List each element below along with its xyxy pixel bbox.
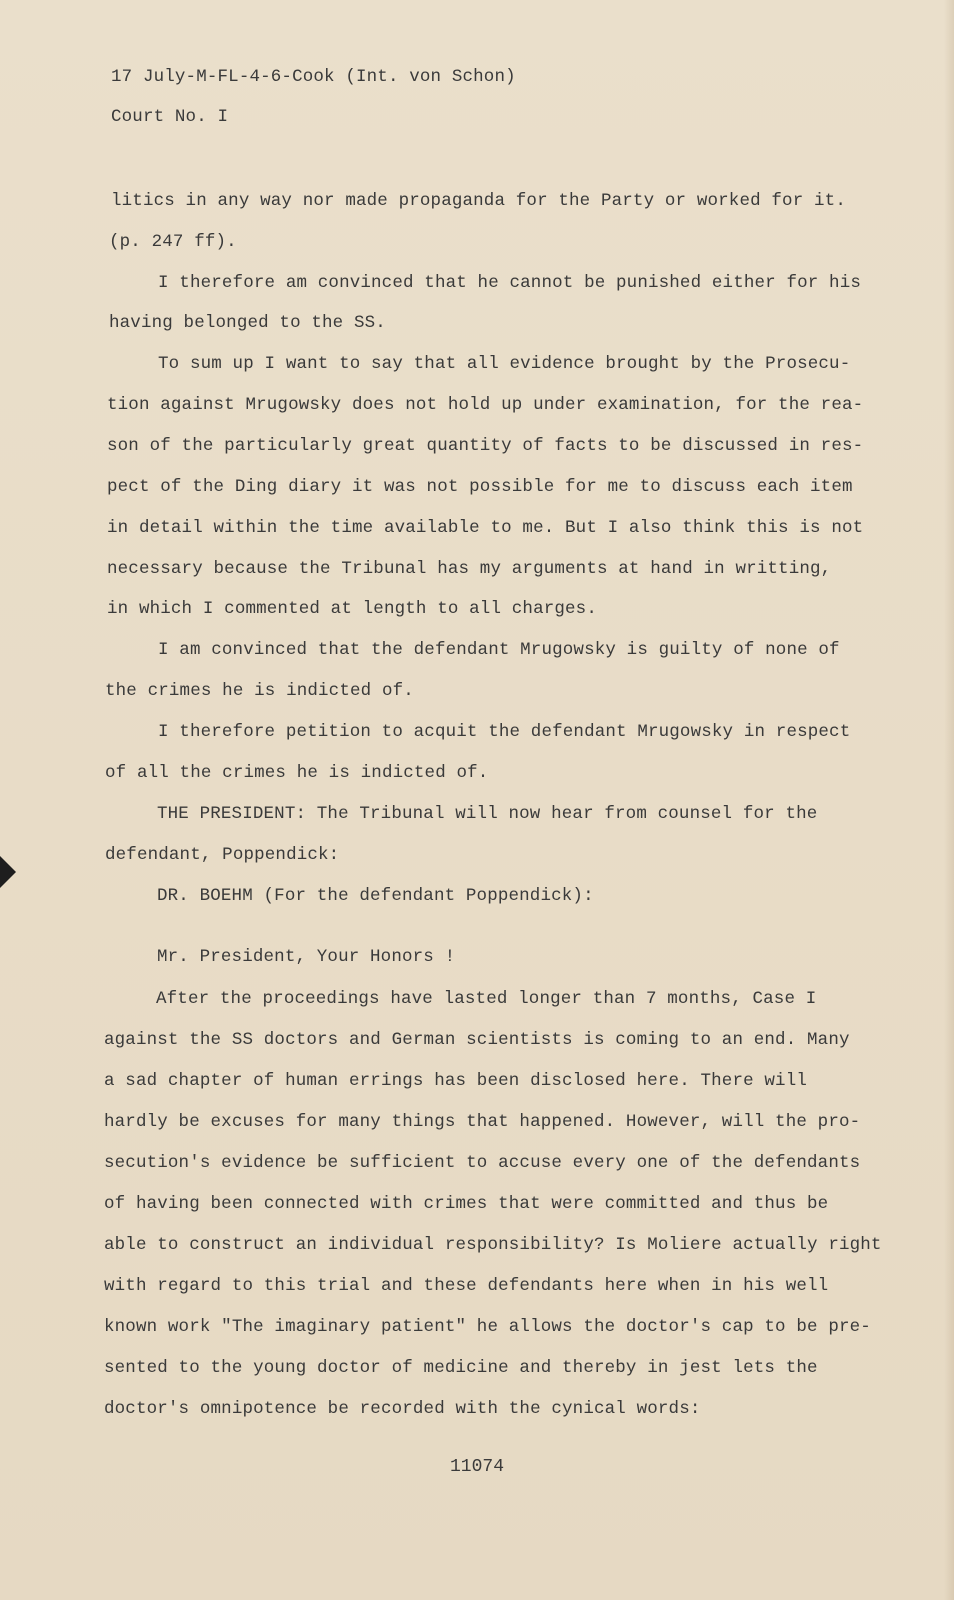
text-line: against the SS doctors and German scientists is coming to an end. Many [104, 1030, 850, 1050]
text-line: of having been connected with crimes that were committed and thus be [104, 1194, 829, 1214]
court-number-header: Court No. I [111, 107, 229, 127]
text-line: I am convinced that the defendant Mrugowsky is guilty of none of [158, 640, 840, 660]
text-line: having belonged to the SS. [109, 313, 386, 333]
text-line: I therefore am convinced that he cannot be punished either for his [158, 273, 862, 293]
text-line: THE PRESIDENT: The Tribunal will now hear from counsel for the [157, 804, 818, 824]
text-line: in detail within the time available to me. But I also think this is not [107, 518, 864, 538]
speaker-heading: DR. BOEHM (For the defendant Poppendick): [157, 886, 594, 906]
text-line: able to construct an individual responsibility? Is Moliere actually right [104, 1235, 882, 1255]
text-line: tion against Mrugowsky does not hold up under examination, for the rea- [107, 395, 864, 415]
binder-tab-marker [0, 856, 16, 888]
text-line: hardly be excuses for many things that happened. However, will the pro- [104, 1112, 861, 1132]
text-line: necessary because the Tribunal has my arguments at hand in writting, [107, 559, 832, 579]
text-line: in which I commented at length to all charges. [107, 599, 597, 619]
text-line: defendant, Poppendick: [105, 845, 340, 865]
text-line: with regard to this trial and these defendants here when in his well [104, 1276, 829, 1296]
document-reference-header: 17 July-M-FL-4-6-Cook (Int. von Schon) [111, 67, 516, 87]
text-line: I therefore petition to acquit the defendant Mrugowsky in respect [158, 722, 851, 742]
text-line: pect of the Ding diary it was not possible for me to discuss each item [107, 477, 853, 497]
text-line: To sum up I want to say that all evidence brought by the Prosecu- [158, 354, 851, 374]
text-line: After the proceedings have lasted longer than 7 months, Case I [156, 989, 817, 1009]
text-line: of all the crimes he is indicted of. [105, 763, 489, 783]
text-line: a sad chapter of human errings has been disclosed here. There will [104, 1071, 808, 1091]
text-line: the crimes he is indicted of. [105, 681, 414, 701]
text-line: son of the particularly great quantity of facts to be discussed in res- [107, 436, 864, 456]
text-line: doctor's omnipotence be recorded with the cynical words: [104, 1399, 701, 1419]
page-number: 11074 [449, 1457, 504, 1477]
text-line: sented to the young doctor of medicine and thereby in jest lets the [104, 1358, 818, 1378]
text-line: secution's evidence be sufficient to accuse every one of the defendants [104, 1153, 861, 1173]
text-line: known work "The imaginary patient" he allows the doctor's cap to be pre- [104, 1317, 871, 1337]
salutation: Mr. President, Your Honors ! [157, 947, 456, 967]
text-line: (p. 247 ff). [109, 232, 237, 252]
text-line: litics in any way nor made propaganda for the Party or worked for it. [111, 191, 846, 211]
